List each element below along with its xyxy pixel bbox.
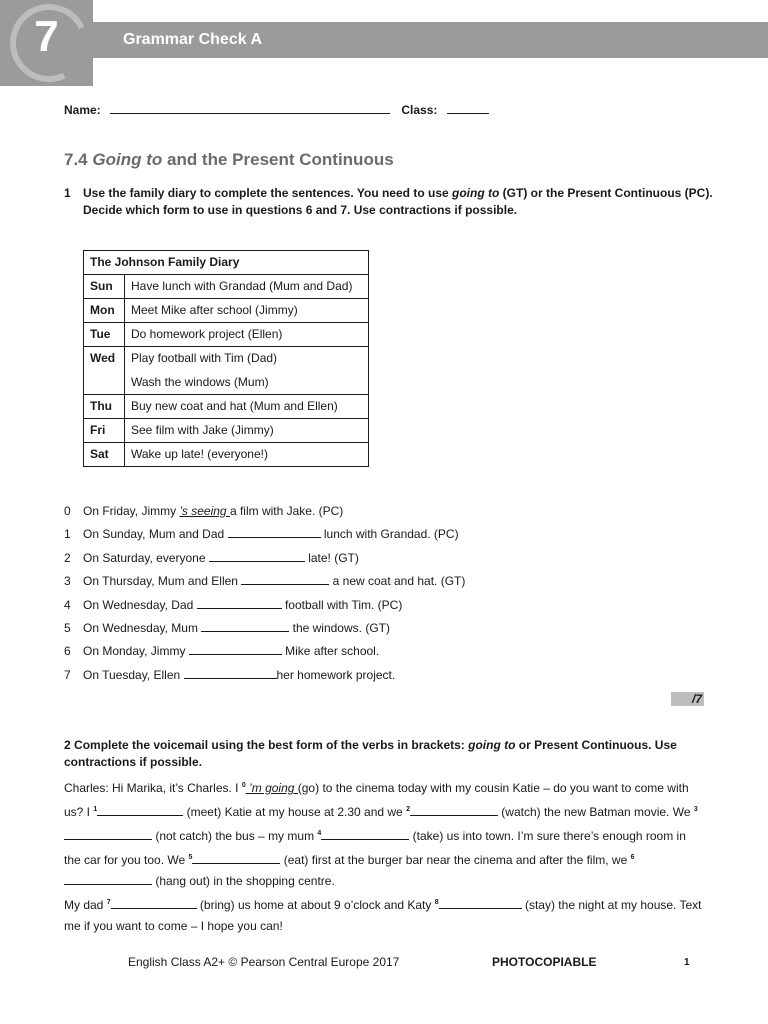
diary-activity-cell	[125, 347, 369, 395]
question-text-after: the windows. (GT)	[289, 620, 390, 635]
diary-day: Thu	[84, 395, 125, 419]
unit-badge	[0, 0, 93, 86]
example-answer: ’m going	[245, 781, 298, 795]
name-label: Name:	[64, 103, 101, 117]
diary-day: Tue	[84, 323, 125, 347]
question-text-after: lunch with Grandad. (PC)	[320, 527, 459, 542]
exercise1-number: 1	[64, 186, 71, 200]
question-text-before: On Thursday, Mum and Ellen	[83, 574, 242, 589]
question-number: 7	[64, 667, 71, 682]
voicemail-text: Charles: Hi Marika, it’s Charles. I	[64, 781, 242, 795]
answer-blank[interactable]	[197, 597, 282, 609]
exercise1-instruction	[64, 185, 724, 219]
gap-number: 0	[241, 782, 246, 789]
diary-row	[84, 299, 369, 323]
voicemail-text: (bring) us home at about 9 o’clock and Katy	[196, 898, 435, 912]
diary-activity: Meet Mike after school (Jimmy)	[125, 299, 369, 323]
question-number: 2	[64, 550, 71, 565]
gap-number: 4	[317, 830, 322, 837]
diary-title: The Johnson Family Diary	[84, 251, 369, 275]
class-label: Class:	[401, 103, 438, 117]
question-text-after: football with Tim. (PC)	[281, 597, 403, 612]
diary-activity: Play football with Tim (Dad)	[131, 351, 278, 365]
question-text-after: her homework project.	[276, 667, 396, 682]
answer-blank[interactable]	[184, 667, 277, 679]
family-diary-table	[83, 250, 369, 467]
voicemail-text: (stay) the night at my house. Text me if you want to come – I hope you can!	[64, 898, 702, 933]
question-number: 3	[64, 574, 71, 589]
footer-photocopiable: PHOTOCOPIABLE	[492, 955, 597, 969]
voicemail-paragraph-1	[64, 775, 704, 892]
exercise2-instruction-italic: going to	[468, 738, 516, 752]
gap-number: 1	[93, 806, 98, 813]
answer-blank[interactable]	[209, 550, 305, 562]
name-class-line	[64, 103, 489, 117]
section-title-rest: and the Present Continuous	[166, 150, 394, 169]
gap-number: 2	[406, 806, 410, 813]
voicemail-text: My dad	[64, 898, 107, 912]
exercise2-instruction	[64, 737, 704, 771]
answer-blank[interactable]	[189, 643, 282, 655]
question-text-before: On Tuesday, Ellen	[83, 667, 184, 682]
diary-day: Fri	[84, 419, 125, 443]
diary-row	[84, 323, 369, 347]
diary-day: Mon	[84, 299, 125, 323]
exercise2-instruction-b: or Present Continuous. Use contractions if possible.	[64, 738, 677, 769]
gap-number: 6	[630, 854, 635, 861]
diary-row	[84, 443, 369, 467]
answer-blank[interactable]	[64, 873, 152, 885]
header-bar	[0, 22, 768, 58]
answer-blank[interactable]	[201, 620, 289, 632]
diary-activity: Buy new coat and hat (Mum and Ellen)	[125, 395, 369, 419]
diary-row	[84, 419, 369, 443]
footer-copyright: English Class A2+ © Pearson Central Europe 2017	[128, 955, 400, 969]
answer-blank[interactable]	[192, 852, 280, 864]
question-text-after: a film with Jake. (PC)	[229, 504, 344, 518]
answer-blank[interactable]	[439, 897, 522, 909]
unit-number: 7	[34, 12, 59, 61]
diary-row	[84, 395, 369, 419]
diary-activity: See film with Jake (Jimmy)	[125, 419, 369, 443]
gap-number: 7	[106, 899, 111, 906]
diary-day: Wed	[84, 347, 125, 395]
exercise2-number: 2	[64, 738, 71, 752]
gap-number: 3	[693, 806, 698, 813]
exercise1-instruction-a: Use the family diary to complete the sentences. You need to use	[83, 186, 452, 200]
voicemail-text: (go) to the cinema today with my cousin Katie – do you want to come with us? I	[64, 781, 689, 819]
answer-blank[interactable]	[241, 573, 329, 585]
question-text-before: On Friday, Jimmy	[83, 504, 180, 518]
answer-blank[interactable]	[228, 526, 321, 538]
question-text-before: On Wednesday, Dad	[83, 597, 197, 612]
question-text-before: On Wednesday, Mum	[83, 620, 202, 635]
question-text-after: late! (GT)	[304, 550, 359, 565]
question-number: 5	[64, 620, 71, 635]
diary-row	[84, 275, 369, 299]
question-text-after: Mike after school.	[281, 644, 380, 659]
voicemail-text: (eat) first at the burger bar near the cinema and after the film, we	[280, 853, 631, 867]
question-text-before: On Sunday, Mum and Dad	[83, 527, 228, 542]
exercise2-instruction-a: Complete the voicemail using the best form of the verbs in brackets:	[74, 738, 469, 752]
answer-blank[interactable]	[64, 828, 152, 840]
answer-blank[interactable]	[410, 804, 498, 816]
section-title-italic: Going to	[92, 150, 163, 169]
exercise1-instruction-b: (GT) or the Present Continuous (PC). Decide which form to use in questions 6 and 7. Use contractions if possible.	[83, 186, 713, 217]
voicemail-text: (meet) Katie at my house at 2.30 and we	[183, 805, 407, 819]
diary-activity: Wake up late! (everyone!)	[125, 443, 369, 467]
diary-activity: Do homework project (Ellen)	[125, 323, 369, 347]
voicemail-text: (watch) the new Batman movie. We	[497, 805, 694, 819]
example-answer: ’s seeing	[179, 504, 230, 518]
class-field[interactable]	[447, 103, 489, 114]
diary-row	[84, 347, 369, 395]
voicemail-text: (not catch) the bus – my mum	[152, 829, 318, 843]
question-text-before: On Saturday, everyone	[83, 550, 209, 565]
gap-number: 5	[188, 854, 193, 861]
page-number: 1	[684, 957, 690, 968]
question-number: 6	[64, 644, 71, 659]
question-text-after: a new coat and hat. (GT)	[329, 574, 466, 589]
voicemail-text: (take) us into town. I’m sure there’s enough room in the car for you too. We	[64, 829, 686, 867]
name-field[interactable]	[110, 103, 390, 114]
diary-day: Sun	[84, 275, 125, 299]
question-number: 0	[64, 504, 71, 518]
question-number: 1	[64, 527, 71, 542]
section-title	[64, 150, 394, 170]
gap-number: 8	[434, 899, 439, 906]
worksheet-title: Grammar Check A	[123, 31, 263, 48]
answer-blank[interactable]	[97, 804, 183, 816]
section-number: 7.4	[64, 150, 88, 169]
voicemail-text: (hang out) in the shopping centre.	[152, 874, 335, 888]
voicemail-paragraph-2	[64, 892, 704, 937]
answer-blank[interactable]	[321, 828, 409, 840]
exercise1-instruction-italic: going to	[452, 186, 500, 200]
diary-activity: Have lunch with Grandad (Mum and Dad)	[125, 275, 369, 299]
question-text-before: On Monday, Jimmy	[83, 644, 189, 659]
question-number: 4	[64, 597, 71, 612]
diary-day: Sat	[84, 443, 125, 467]
score-box: /7	[671, 692, 704, 706]
diary-activity-second: Wash the windows (Mum)	[131, 375, 269, 389]
answer-blank[interactable]	[111, 897, 197, 909]
